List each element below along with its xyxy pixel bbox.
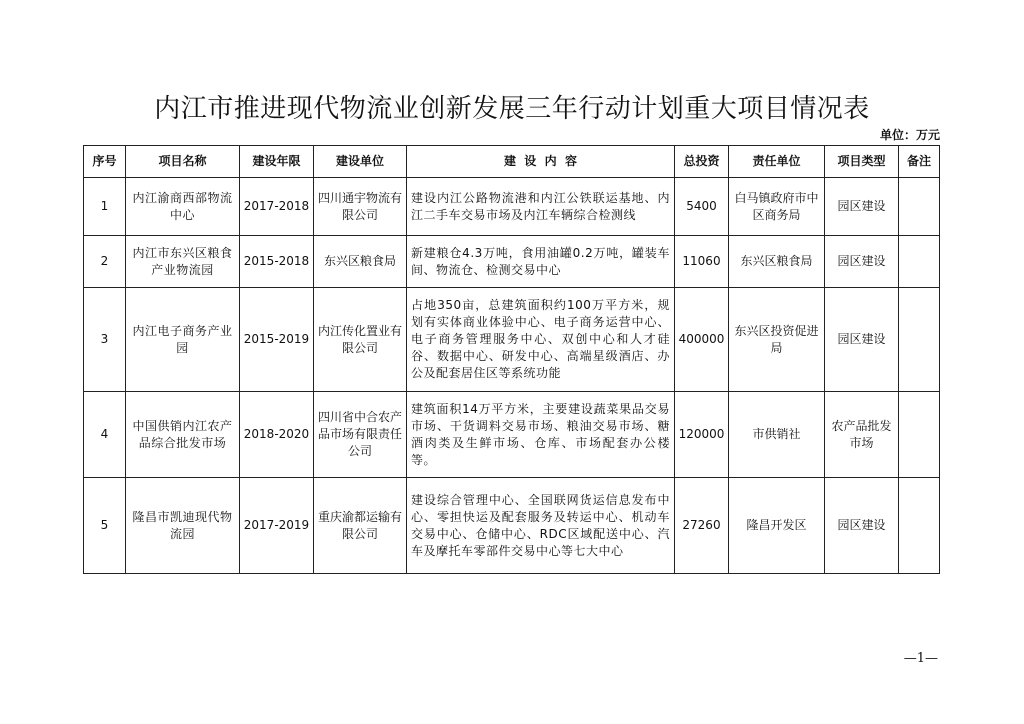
header-remark: 备注	[899, 146, 940, 178]
cell-content: 占地350亩，总建筑面积约100万平方米，规划有实体商业体验中心、电子商务运营中心、电子商务管理服务中心、双创中心和人才硅谷、数据中心、研发中心、高端星级酒店、办公及配套居住区等系统功能	[407, 288, 675, 392]
unit-label: 单位：万元	[879, 128, 940, 142]
cell-investment: 5400	[675, 178, 729, 236]
table-header-row	[84, 146, 940, 178]
cell-responsible: 东兴区投资促进局	[729, 288, 825, 392]
header-no: 序号	[84, 146, 126, 178]
cell-responsible: 市供销社	[729, 392, 825, 478]
cell-type: 园区建设	[825, 178, 899, 236]
cell-name: 隆昌市凯迪现代物流园	[126, 478, 240, 574]
cell-type: 农产品批发市场	[825, 392, 899, 478]
page-number: —1—	[903, 651, 938, 666]
header-content: 建 设 内 容	[407, 146, 675, 178]
cell-builder: 四川通宇物流有限公司	[314, 178, 407, 236]
cell-period: 2015-2018	[240, 236, 314, 288]
header-builder: 建设单位	[314, 146, 407, 178]
projects-table	[83, 145, 940, 574]
cell-responsible: 白马镇政府市中区商务局	[729, 178, 825, 236]
cell-type: 园区建设	[825, 478, 899, 574]
cell-investment: 120000	[675, 392, 729, 478]
cell-period: 2018-2020	[240, 392, 314, 478]
cell-remark	[899, 478, 940, 574]
cell-name: 内江电子商务产业园	[126, 288, 240, 392]
cell-period: 2015-2019	[240, 288, 314, 392]
table-row	[84, 392, 940, 478]
cell-period: 2017-2018	[240, 178, 314, 236]
cell-period: 2017-2019	[240, 478, 314, 574]
cell-no: 4	[84, 392, 126, 478]
cell-content: 建设内江公路物流港和内江公铁联运基地、内江二手车交易市场及内江车辆综合检测线	[407, 178, 675, 236]
document-title: 内江市推进现代物流业创新发展三年行动计划重大项目情况表	[154, 94, 870, 124]
cell-name: 内江市东兴区粮食产业物流园	[126, 236, 240, 288]
table-row	[84, 236, 940, 288]
cell-responsible: 东兴区粮食局	[729, 236, 825, 288]
cell-content: 建设综合管理中心、全国联网货运信息发布中心、零担快运及配套服务及转运中心、机动车交易中心、仓储中心、RDC区域配送中心、汽车及摩托车零部件交易中心等七大中心	[407, 478, 675, 574]
cell-builder: 四川省中合农产品市场有限责任公司	[314, 392, 407, 478]
cell-investment: 400000	[675, 288, 729, 392]
cell-investment: 27260	[675, 478, 729, 574]
cell-name: 内江渝商西部物流中心	[126, 178, 240, 236]
cell-content: 新建粮仓4.3万吨，食用油罐0.2万吨，罐装车间、物流仓、检测交易中心	[407, 236, 675, 288]
header-name: 项目名称	[126, 146, 240, 178]
cell-responsible: 隆昌开发区	[729, 478, 825, 574]
cell-no: 1	[84, 178, 126, 236]
cell-remark	[899, 288, 940, 392]
table-row	[84, 288, 940, 392]
cell-name: 中国供销内江农产品综合批发市场	[126, 392, 240, 478]
cell-no: 3	[84, 288, 126, 392]
cell-remark	[899, 178, 940, 236]
header-investment: 总投资	[675, 146, 729, 178]
cell-type: 园区建设	[825, 288, 899, 392]
cell-builder: 东兴区粮食局	[314, 236, 407, 288]
cell-no: 2	[84, 236, 126, 288]
cell-no: 5	[84, 478, 126, 574]
cell-content: 建筑面积14万平方米，主要建设蔬菜果品交易市场、干货调料交易市场、粮油交易市场、糖酒肉类及生鲜市场、仓库、市场配套办公楼等。	[407, 392, 675, 478]
cell-builder: 内江传化置业有限公司	[314, 288, 407, 392]
table-row	[84, 178, 940, 236]
header-period: 建设年限	[240, 146, 314, 178]
cell-remark	[899, 236, 940, 288]
cell-builder: 重庆渝都运输有限公司	[314, 478, 407, 574]
cell-type: 园区建设	[825, 236, 899, 288]
header-responsible: 责任单位	[729, 146, 825, 178]
table-row	[84, 478, 940, 574]
cell-investment: 11060	[675, 236, 729, 288]
cell-remark	[899, 392, 940, 478]
header-type: 项目类型	[825, 146, 899, 178]
